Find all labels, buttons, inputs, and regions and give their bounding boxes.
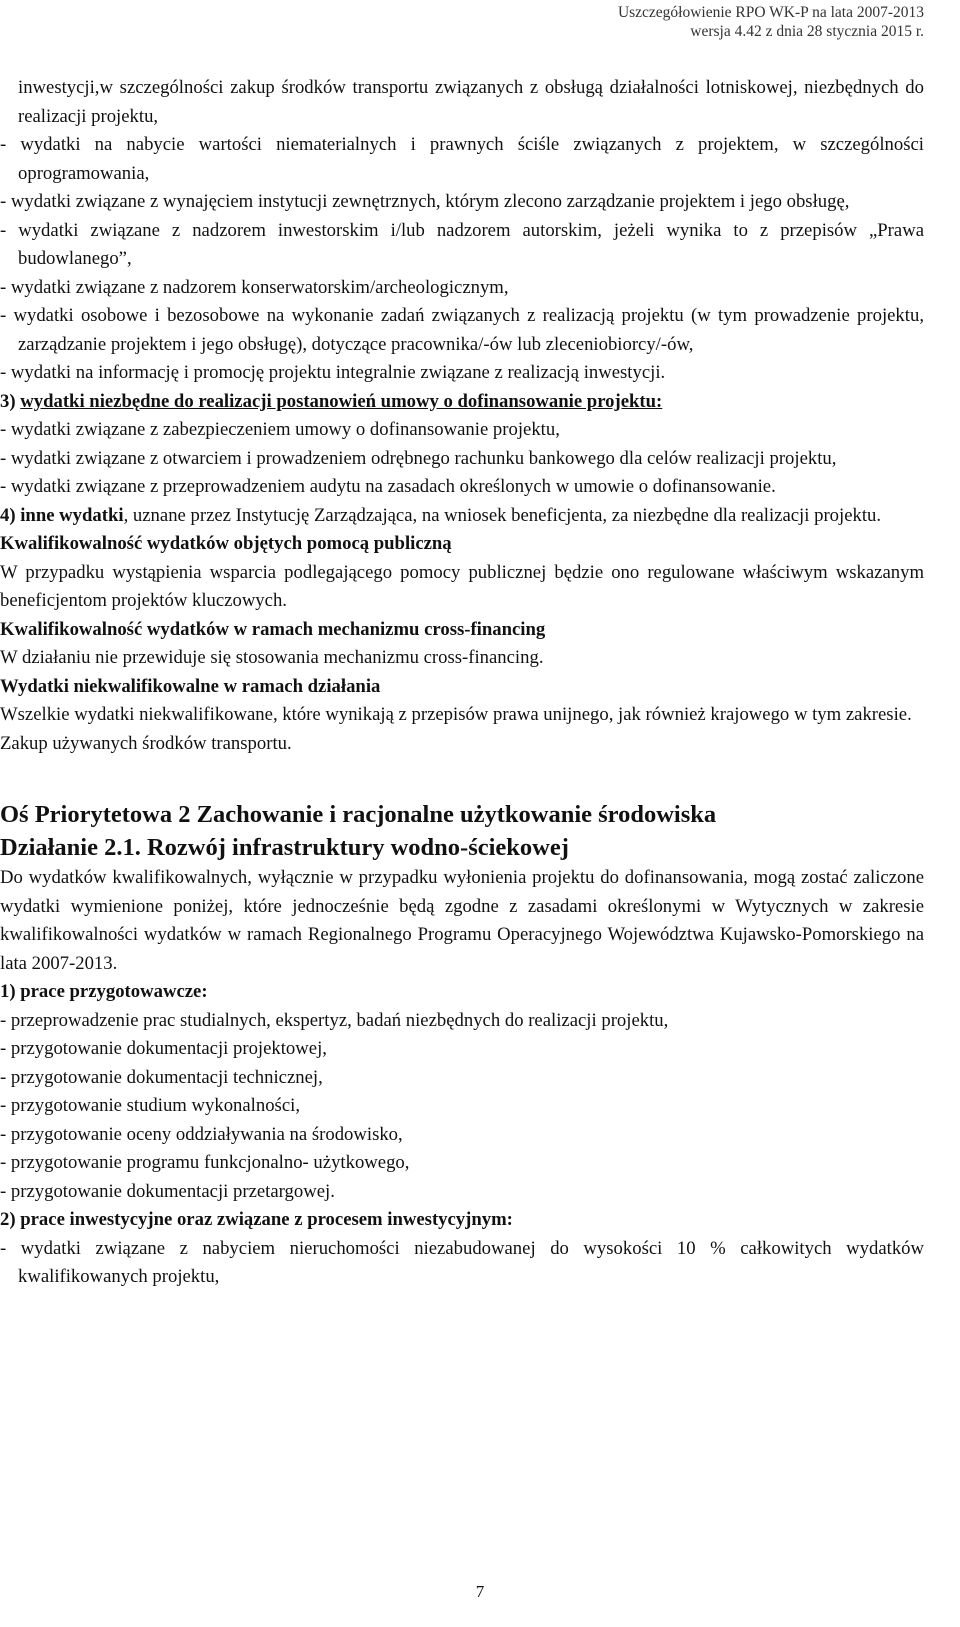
section-heading xyxy=(0,388,924,417)
spacer xyxy=(0,758,960,798)
list-item: - przygotowanie studium wykonalności, xyxy=(0,1095,300,1116)
list-item: - przygotowanie dokumentacji technicznej, xyxy=(0,1066,323,1088)
measure-title: Działanie 2.1. Rozwój infrastruktury wodno-ściekowej xyxy=(0,834,569,861)
ineligible-heading: Wydatki niekwalifikowalne w ramach działania xyxy=(0,675,381,697)
section-number: 3) xyxy=(0,390,16,412)
cross-financing-text: W działaniu nie przewiduje się stosowania mechanizmu cross-financing. xyxy=(0,647,544,668)
document-body xyxy=(0,74,960,1292)
list-item: - przygotowanie programu funkcjonalno- użytkowego, xyxy=(0,1152,410,1173)
public-aid-heading: Kwalifikowalność wydatków objętych pomocą publiczną xyxy=(0,533,452,554)
prep-heading: 1) prace przygotowawcze: xyxy=(0,981,208,1002)
list-item: - przygotowanie dokumentacji projektowej, xyxy=(0,1038,327,1059)
public-aid-text: W przypadku wystąpienia wsparcia podlegającego pomocy publicznej będzie ono regulowane właściwym wskazanym beneficjentom projektów kluczowych. xyxy=(0,561,924,611)
header-title: Uszczegółowienie RPO WK-P na lata 2007-2013 xyxy=(617,4,924,21)
list-item: - wydatki związane z nabyciem nieruchomości niezabudowanej do wysokości 10 % całkowitych wydatków kwalifikowanych projektu, xyxy=(0,1237,924,1287)
list-item: inwestycji,w szczególności zakup środków transportu związanych z obsługą działalności lotniskowej, niezbędnych do realizacji projektu, xyxy=(18,77,924,127)
list-item: - wydatki na informację i promocję projektu integralnie związane z realizacją inwestycji. xyxy=(0,362,666,383)
list-item: - przygotowanie oceny oddziaływania na środowisko, xyxy=(0,1123,403,1145)
axis-title: Oś Priorytetowa 2 Zachowanie i racjonalne użytkowanie środowiska xyxy=(0,801,717,828)
list-item: - wydatki związane z otwarciem i prowadzeniem odrębnego rachunku bankowego dla celów realizacji projektu, xyxy=(0,447,837,469)
measure-intro: Do wydatków kwalifikowalnych, wyłącznie w przypadku wyłonienia projektu do dofinansowania, mogą zostać zaliczone wydatki wymienione poniżej, które jednocześnie będą zgodne z zasadami określonymi w Wytycznych w zakresie kwalifikowalności wydatków w ramach Regionalnego Programu Operacyjnego Województwa Kujawsko-Pomorskiego na lata 2007-2013. xyxy=(0,867,924,974)
header-version: wersja 4.42 z dnia 28 stycznia 2015 r. xyxy=(690,23,924,40)
section-paragraph xyxy=(0,502,924,531)
list-item: - wydatki na nabycie wartości niematerialnych i prawnych ściśle związanych z projektem, w szczególności oprogramowania, xyxy=(0,134,924,184)
running-header xyxy=(618,3,924,41)
list-item: - wydatki związane z zabezpieczeniem umowy o dofinansowanie projektu, xyxy=(0,419,560,440)
list-item: - przeprowadzenie prac studialnych, ekspertyz, badań niezbędnych do realizacji projektu, xyxy=(0,1009,669,1031)
list-item: - wydatki związane z nadzorem inwestorskim i/lub nadzorem autorskim, jeżeli wynika to z przepisów „Prawa budowlanego”, xyxy=(0,219,924,269)
ineligible-text-2: Zakup używanych środków transportu. xyxy=(0,732,292,754)
invest-heading: 2) prace inwestycyjne oraz związane z procesem inwestycyjnym: xyxy=(0,1209,513,1230)
list-item: - wydatki związane z nadzorem konserwatorskim/archeologicznym, xyxy=(0,276,509,298)
list-item: - wydatki osobowe i bezosobowe na wykonanie zadań związanych z realizacją projektu (w tym prowadzenie projektu, zarządzanie projektem i jego obsługę), dotyczące pracownika/-ów lub zleceniobiorcy/-ów, xyxy=(0,305,924,355)
cross-financing-heading: Kwalifikowalność wydatków w ramach mechanizmu cross-financing xyxy=(0,618,546,640)
section-label: 4) inne wydatki xyxy=(0,504,124,526)
ineligible-text: Wszelkie wydatki niekwalifikowane, które wynikają z przepisów prawa unijnego, jak również krajowego w tym zakresie. xyxy=(0,704,912,725)
page-number: 7 xyxy=(475,1582,485,1601)
list-item: - wydatki związane z przeprowadzeniem audytu na zasadach określonych w umowie o dofinansowanie. xyxy=(0,476,776,497)
list-item: - wydatki związane z wynajęciem instytucji zewnętrznych, którym zlecono zarządzanie projektem i jego obsługę, xyxy=(0,191,850,212)
section-text: , uznane przez Instytucję Zarządzająca, na wniosek beneficjenta, za niezbędne dla realizacji projektu. xyxy=(123,504,882,526)
section-title: wydatki niezbędne do realizacji postanowień umowy o dofinansowanie projektu: xyxy=(20,390,663,412)
list-item: - przygotowanie dokumentacji przetargowej. xyxy=(0,1180,335,1202)
